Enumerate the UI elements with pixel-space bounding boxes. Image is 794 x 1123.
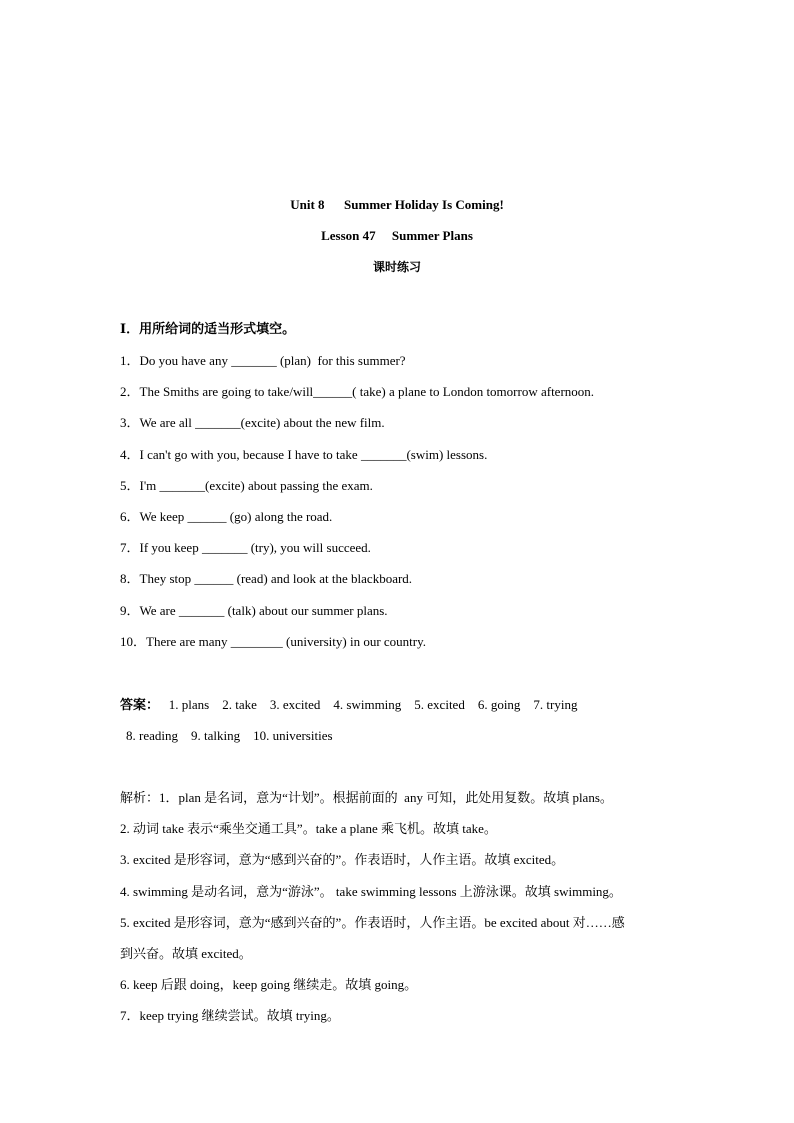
question-item: 2．The Smiths are going to take/will______( take) a plane to London tomorrow afternoon. <box>120 384 595 400</box>
explanation-block <box>120 789 680 1039</box>
unit-title: Unit 8 Summer Holiday Is Coming! <box>290 197 504 212</box>
explanation-line: 解析：1．plan 是名词，意为“计划”。根据前面的 any 可知，此处用复数。故填 plans。 <box>120 790 613 805</box>
lesson-title: Lesson 47 Summer Plans <box>321 228 473 243</box>
explanation-line: 2. 动词 take 表示“乘坐交通工具”。take a plane 乘飞机。故填 take。 <box>120 821 497 837</box>
question-item: 6．We keep ______ (go) along the road. <box>120 508 333 524</box>
question-item: 5．I'm _______(excite) about passing the exam. <box>120 477 373 493</box>
question-item: 9．We are _______ (talk) about our summer plans. <box>120 602 388 618</box>
answer-values: 1. plans 2. take 3. excited 4. swimming 5. excited 6. going 7. trying <box>159 697 578 712</box>
explanation-line: 5. excited 是形容词，意为“感到兴奋的”。作表语时，人作主语。be excited about 对……感 <box>120 914 625 930</box>
answer-line <box>120 696 720 727</box>
explanation-line: 到兴奋。故填 excited。 <box>120 945 252 961</box>
question-item: 1．Do you have any _______ (plan) for this summer? <box>120 353 406 368</box>
explanation-line: 4. swimming 是动名词，意为“游泳”。 take swimming lessons 上游泳课。故填 swimming。 <box>120 883 622 899</box>
exercise-subtitle: 课时练习 <box>372 260 421 274</box>
question-item: 10．There are many ________ (university) in our country. <box>120 633 427 649</box>
answer-line: 8. reading 9. talking 10. universities <box>126 728 333 743</box>
question-item: 3．We are all _______(excite) about the new film. <box>120 415 385 431</box>
question-item: 7．If you keep _______ (try), you will succeed. <box>120 540 371 556</box>
explanation-line: 3. excited 是形容词，意为“感到兴奋的”。作表语时，人作主语。故填 excited。 <box>120 852 565 868</box>
question-list <box>120 352 720 664</box>
section-heading: Ⅰ．用所给词的适当形式填空。 <box>120 321 296 336</box>
answer-block <box>120 696 720 758</box>
explanation-line: 7．keep trying 继续尝试。故填 trying。 <box>120 1008 340 1024</box>
question-item: 8．They stop ______ (read) and look at the blackboard. <box>120 571 413 587</box>
explanation-line: 6. keep 后跟 doing，keep going 继续走。故填 going。 <box>120 977 418 993</box>
answer-label: 答案： <box>120 697 160 712</box>
question-item: 4．I can't go with you, because I have to take _______(swim) lessons. <box>120 446 488 462</box>
